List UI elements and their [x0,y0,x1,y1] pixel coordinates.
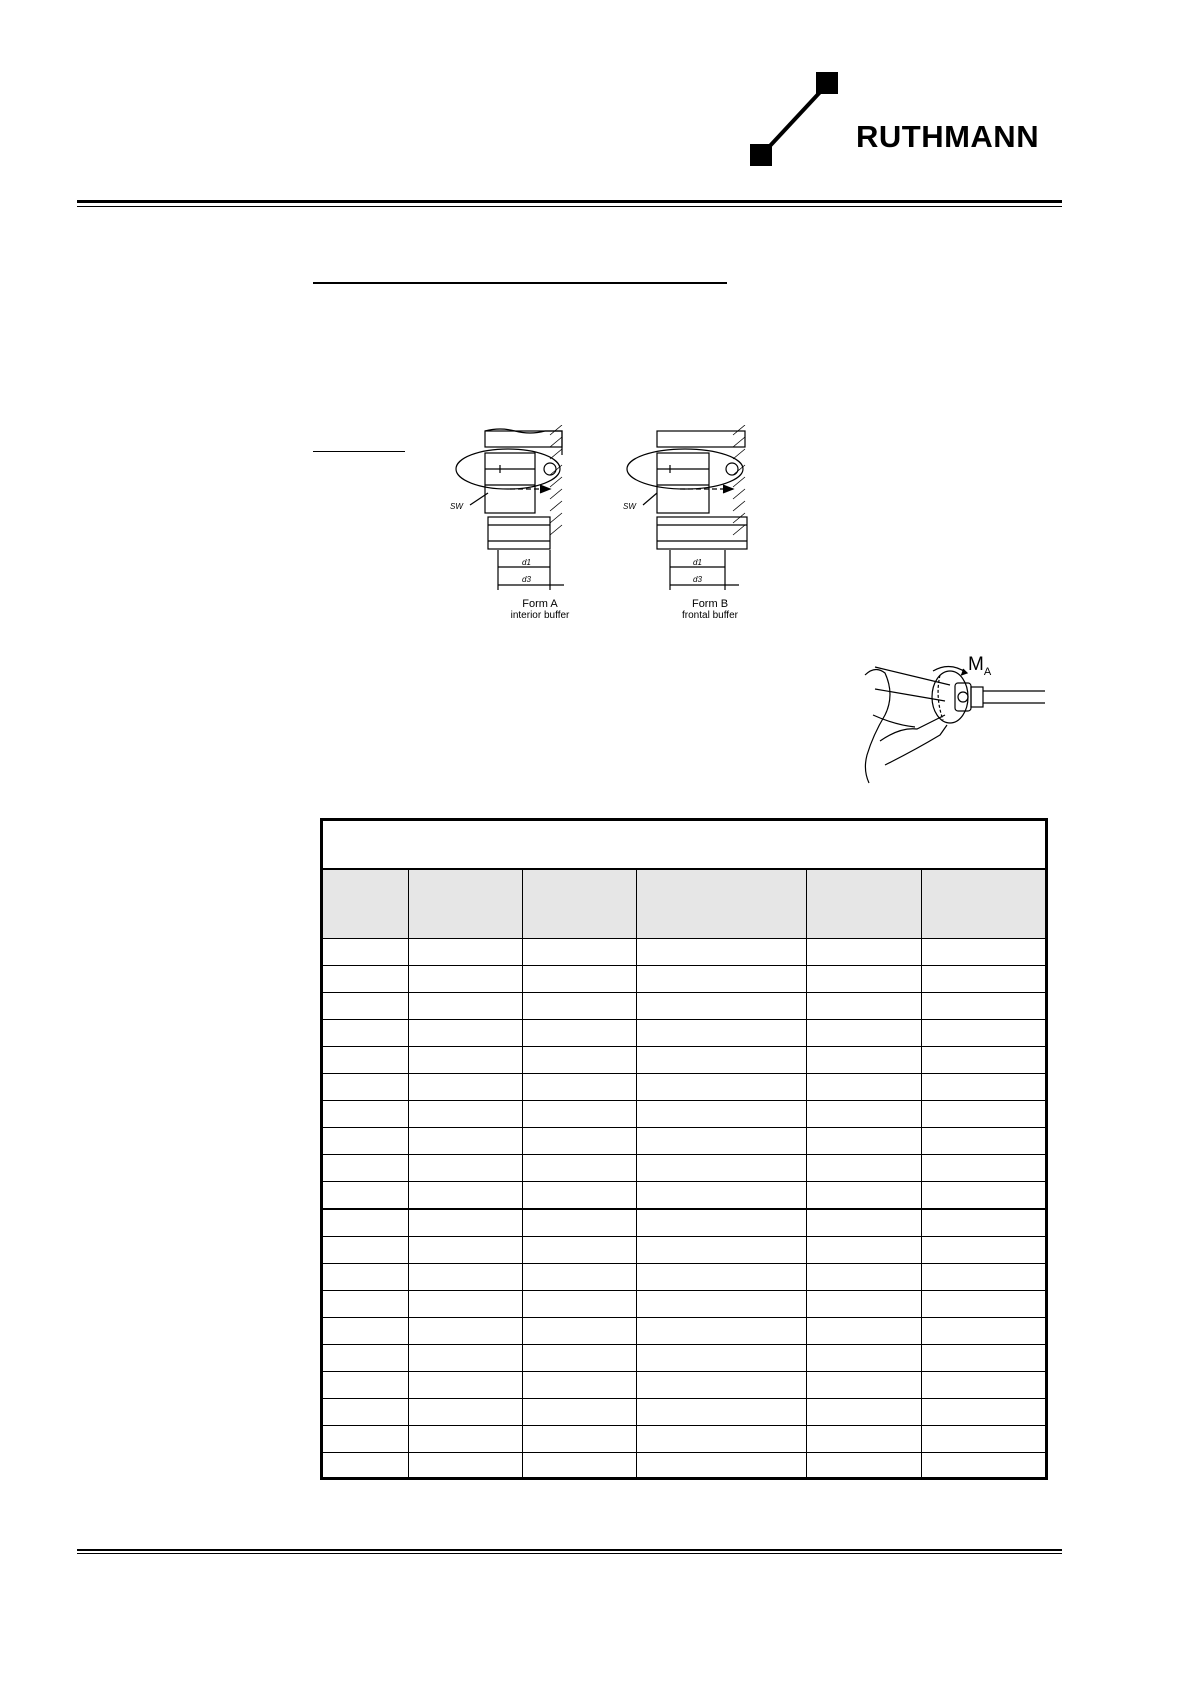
table-cell [323,1318,408,1345]
header-rule [77,200,1062,207]
table-cell [522,1426,636,1453]
table-cell [522,1318,636,1345]
table-row [323,1372,1045,1399]
table-row [323,1291,1045,1318]
table-cell [806,1264,921,1291]
table-cell [323,939,408,966]
table-cell [323,1182,408,1210]
table-row [323,1128,1045,1155]
table-cell [636,1426,806,1453]
table-cell [323,1345,408,1372]
table-cell [921,966,1045,993]
table-cell [323,869,408,939]
table-row [323,1020,1045,1047]
table-cell [921,993,1045,1020]
torque-symbol-subscript: A [983,665,992,678]
table-row [323,1426,1045,1453]
torque-symbol-main: M [968,654,984,675]
table-cell [636,1074,806,1101]
d1-label: d1 [522,558,531,567]
table-cell [408,1047,522,1074]
torque-symbol [968,654,991,678]
table-cell [323,1047,408,1074]
torque-wrench-illustration [855,655,1050,785]
table-row [323,1182,1045,1210]
table-cell [636,1237,806,1264]
table-cell [408,1318,522,1345]
form-a-caption [485,598,595,622]
table-cell [323,1074,408,1101]
table-cell [806,1020,921,1047]
sw-label: SW [623,502,636,511]
table-cell [921,1209,1045,1237]
table-cell [636,1291,806,1318]
table-cell [522,1237,636,1264]
table-row [323,1399,1045,1426]
table-cell [323,1209,408,1237]
table-header-row [323,869,1045,939]
table-cell [522,869,636,939]
table-cell [636,1453,806,1480]
table-cell [408,1182,522,1210]
table-cell [408,939,522,966]
table-cell [408,1101,522,1128]
table-cell [806,966,921,993]
table-cell [636,1155,806,1182]
table-cell [408,1372,522,1399]
ruthmann-logo-icon [748,70,844,170]
table-cell [522,1291,636,1318]
table-cell [806,993,921,1020]
table-row [323,1101,1045,1128]
table-row [323,1453,1045,1480]
table-cell [522,1345,636,1372]
table-cell [522,1020,636,1047]
table-cell [921,1399,1045,1426]
table-cell [636,993,806,1020]
table-row [323,966,1045,993]
table-cell [636,1372,806,1399]
table-cell [323,1128,408,1155]
table-cell [323,1399,408,1426]
table-row [323,939,1045,966]
form-b-caption [655,598,765,622]
table-cell [806,869,921,939]
footer-rule [77,1549,1062,1554]
table-row [323,1264,1045,1291]
table-cell [636,1101,806,1128]
table-cell [921,1291,1045,1318]
table-cell [806,1101,921,1128]
table-cell [921,1345,1045,1372]
table-cell [522,966,636,993]
brand-name: RUTHMANN [856,119,1040,154]
table-cell [522,1264,636,1291]
table-cell [522,993,636,1020]
table-row [323,1074,1045,1101]
table-cell [636,966,806,993]
table-cell [408,1345,522,1372]
table-cell [806,1291,921,1318]
table-cell [921,939,1045,966]
table-cell [636,1345,806,1372]
table-cell [921,1020,1045,1047]
table-cell [636,1264,806,1291]
form-a-caption-title: Form A [522,598,558,610]
form-b-caption-title: Form B [691,598,729,610]
table-cell [806,1209,921,1237]
table-cell [323,966,408,993]
table-cell [806,1047,921,1074]
table-cell [408,1426,522,1453]
table-cell [636,1128,806,1155]
table-cell [806,1372,921,1399]
table-cell [806,1128,921,1155]
table-cell [921,1047,1045,1074]
table-cell [806,1182,921,1210]
table-row [323,993,1045,1020]
table-cell [806,1453,921,1480]
table-cell [921,1074,1045,1101]
table-cell [323,1453,408,1480]
table-cell [408,1399,522,1426]
table-cell [636,1209,806,1237]
table-cell [323,1426,408,1453]
table-cell [408,993,522,1020]
table-cell [921,1264,1045,1291]
table-cell [636,1399,806,1426]
table-cell [522,939,636,966]
table-cell [921,1318,1045,1345]
table-cell [522,1453,636,1480]
table-cell [408,1020,522,1047]
table-cell [806,1426,921,1453]
table-cell [408,966,522,993]
table-cell [806,1155,921,1182]
label-underline [313,451,405,452]
table-cell [323,1155,408,1182]
table-cell [522,1209,636,1237]
table-cell [636,869,806,939]
table-cell [806,1399,921,1426]
table-cell [323,993,408,1020]
table-cell [408,1074,522,1101]
table-cell [921,1101,1045,1128]
table-cell [806,939,921,966]
table-cell [522,1372,636,1399]
table-cell [408,1264,522,1291]
table-cell [921,1426,1045,1453]
table-cell [522,1047,636,1074]
fitting-form-b-drawing [615,425,775,600]
table-cell [921,1155,1045,1182]
table-cell [806,1318,921,1345]
table-row [323,1318,1045,1345]
table-cell [636,939,806,966]
table-cell [921,1372,1045,1399]
table-cell [408,1291,522,1318]
spec-table [320,818,1048,1480]
table-cell [921,869,1045,939]
table-cell [323,1237,408,1264]
table-cell [408,1237,522,1264]
table-cell [522,1182,636,1210]
table-cell [522,1155,636,1182]
d1-label: d1 [693,558,702,567]
table-cell [522,1074,636,1101]
sw-label: SW [450,502,463,511]
table-row [323,1237,1045,1264]
table-cell [408,869,522,939]
table-cell [323,1264,408,1291]
table-cell [921,1128,1045,1155]
table-cell [921,1453,1045,1480]
table-cell [806,1237,921,1264]
table-cell [323,821,1045,869]
d3-label: d3 [693,575,702,584]
table-row [323,1047,1045,1074]
table-cell [323,1101,408,1128]
table-cell [522,1128,636,1155]
form-a-caption-subtitle: interior buffer [510,610,570,621]
table-cell [921,1182,1045,1210]
d3-label: d3 [522,575,531,584]
table-cell [323,1291,408,1318]
table-row [323,1345,1045,1372]
table-cell [323,1020,408,1047]
table-cell [921,1237,1045,1264]
section-title-underline [313,282,727,284]
table-cell [636,1318,806,1345]
fitting-form-a-drawing [440,425,590,600]
table-title-row [323,821,1045,869]
form-b-caption-subtitle: frontal buffer [682,610,738,621]
table-cell [636,1047,806,1074]
table-cell [636,1182,806,1210]
table-cell [323,1372,408,1399]
table-cell [522,1399,636,1426]
table-cell [408,1453,522,1480]
table-cell [806,1345,921,1372]
table-row [323,1209,1045,1237]
table-cell [408,1128,522,1155]
table-cell [522,1101,636,1128]
table-cell [636,1020,806,1047]
table-cell [408,1209,522,1237]
table-row [323,1155,1045,1182]
table-cell [408,1155,522,1182]
table-cell [806,1074,921,1101]
